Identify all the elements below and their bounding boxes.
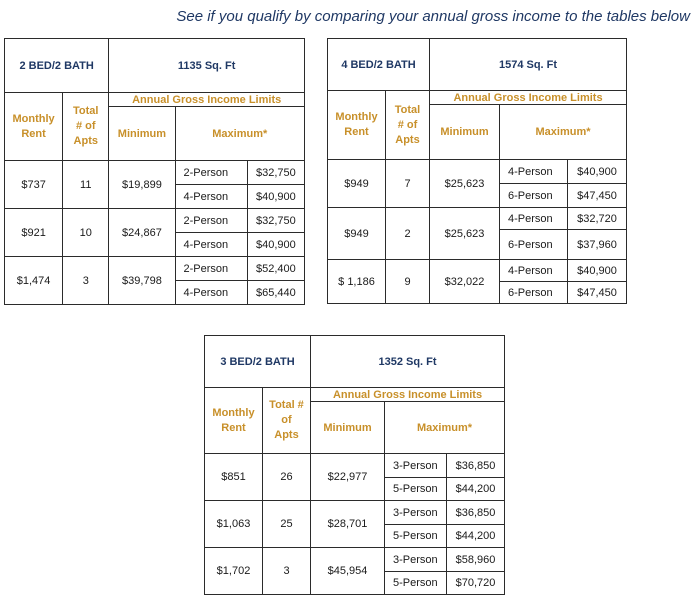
unit-size: 1352 Sq. Ft — [311, 336, 505, 388]
table-cell: $47,450 — [568, 184, 627, 208]
table-cell: $47,450 — [568, 282, 627, 304]
table-cell: $44,200 — [447, 478, 505, 501]
table-cell: $32,750 — [247, 209, 304, 233]
table-row — [328, 208, 627, 230]
minimum-header: Minimum — [109, 107, 175, 161]
income-limits-header: Annual Gross Income Limits — [109, 93, 305, 107]
income-limits-header: Annual Gross Income Limits — [311, 388, 505, 402]
table-cell: $65,440 — [247, 281, 304, 305]
table-cell: $1,702 — [205, 548, 263, 595]
table-cell: $52,400 — [247, 257, 304, 281]
table-row — [328, 260, 627, 282]
table-cell: 4-Person — [500, 260, 568, 282]
table-cell: $40,900 — [247, 233, 304, 257]
table-cell: $32,750 — [247, 161, 304, 185]
table-row — [328, 160, 627, 184]
table-cell: $737 — [5, 161, 63, 209]
table-cell: $40,900 — [247, 185, 304, 209]
table-cell: 3-Person — [385, 548, 447, 572]
table-cell: 4-Person — [175, 281, 247, 305]
table-cell: 2-Person — [175, 209, 247, 233]
page-headline: See if you qualify by comparing your annual gross income to the tables below — [176, 8, 690, 25]
maximum-header: Maximum* — [385, 402, 505, 454]
unit-type: 4 BED/2 BATH — [328, 39, 430, 91]
apts-header: Total # of Apts — [63, 93, 109, 161]
maximum-header: Maximum* — [175, 107, 304, 161]
table-cell: 6-Person — [500, 230, 568, 260]
table-cell: $921 — [5, 209, 63, 257]
table-cell: 3 — [63, 257, 109, 305]
table-cell: $45,954 — [311, 548, 385, 595]
table-row — [5, 161, 305, 185]
table-cell: 3-Person — [385, 501, 447, 525]
table-cell: 4-Person — [175, 233, 247, 257]
apts-header: Total # of Apts — [263, 388, 311, 454]
table-cell: $ 1,186 — [328, 260, 386, 304]
table-cell: 25 — [263, 501, 311, 548]
table-cell: $70,720 — [447, 572, 505, 595]
table-cell: $24,867 — [109, 209, 175, 257]
table-cell: $44,200 — [447, 525, 505, 548]
table-cell: 3-Person — [385, 454, 447, 478]
minimum-header: Minimum — [430, 105, 500, 160]
rent-header: Monthly Rent — [5, 93, 63, 161]
table-row — [5, 257, 305, 281]
table-row — [5, 209, 305, 233]
apts-header: Total # of Apts — [386, 91, 430, 160]
minimum-header: Minimum — [311, 402, 385, 454]
table-cell: $39,798 — [109, 257, 175, 305]
unit-size: 1135 Sq. Ft — [109, 39, 305, 93]
table-cell: $22,977 — [311, 454, 385, 501]
table-cell: $25,623 — [430, 160, 500, 208]
table-cell: 5-Person — [385, 525, 447, 548]
table-cell: $36,850 — [447, 454, 505, 478]
table-cell: $949 — [328, 160, 386, 208]
table-cell: $58,960 — [447, 548, 505, 572]
unit-size: 1574 Sq. Ft — [430, 39, 627, 91]
table-row — [205, 548, 505, 572]
income-table-4bed — [327, 38, 627, 304]
table-cell: 7 — [386, 160, 430, 208]
table-cell: 5-Person — [385, 478, 447, 501]
table-cell: 3 — [263, 548, 311, 595]
table-cell: 26 — [263, 454, 311, 501]
table-cell: 5-Person — [385, 572, 447, 595]
maximum-header: Maximum* — [500, 105, 627, 160]
table-cell: $40,900 — [568, 260, 627, 282]
table-cell: $32,022 — [430, 260, 500, 304]
table-cell: $40,900 — [568, 160, 627, 184]
table-cell: 6-Person — [500, 184, 568, 208]
table-cell: $32,720 — [568, 208, 627, 230]
table-cell: $36,850 — [447, 501, 505, 525]
income-limits-header: Annual Gross Income Limits — [430, 91, 627, 105]
table-cell: 4-Person — [500, 160, 568, 184]
table-row — [205, 501, 505, 525]
table-cell: 9 — [386, 260, 430, 304]
table-cell: 11 — [63, 161, 109, 209]
income-table-2bed — [4, 38, 305, 305]
table-cell: 2-Person — [175, 257, 247, 281]
table-cell: 10 — [63, 209, 109, 257]
table-cell: 6-Person — [500, 282, 568, 304]
table-row — [205, 454, 505, 478]
table-cell: 4-Person — [500, 208, 568, 230]
table-cell: 2 — [386, 208, 430, 260]
income-table-3bed — [204, 335, 505, 595]
table-cell: $1,063 — [205, 501, 263, 548]
table-cell: 2-Person — [175, 161, 247, 185]
table-cell: $851 — [205, 454, 263, 501]
table-cell: $28,701 — [311, 501, 385, 548]
rent-header: Monthly Rent — [205, 388, 263, 454]
rent-header: Monthly Rent — [328, 91, 386, 160]
table-cell: $19,899 — [109, 161, 175, 209]
unit-type: 3 BED/2 BATH — [205, 336, 311, 388]
table-cell: $1,474 — [5, 257, 63, 305]
unit-type: 2 BED/2 BATH — [5, 39, 109, 93]
table-cell: $25,623 — [430, 208, 500, 260]
table-cell: 4-Person — [175, 185, 247, 209]
table-cell: $949 — [328, 208, 386, 260]
table-cell: $37,960 — [568, 230, 627, 260]
